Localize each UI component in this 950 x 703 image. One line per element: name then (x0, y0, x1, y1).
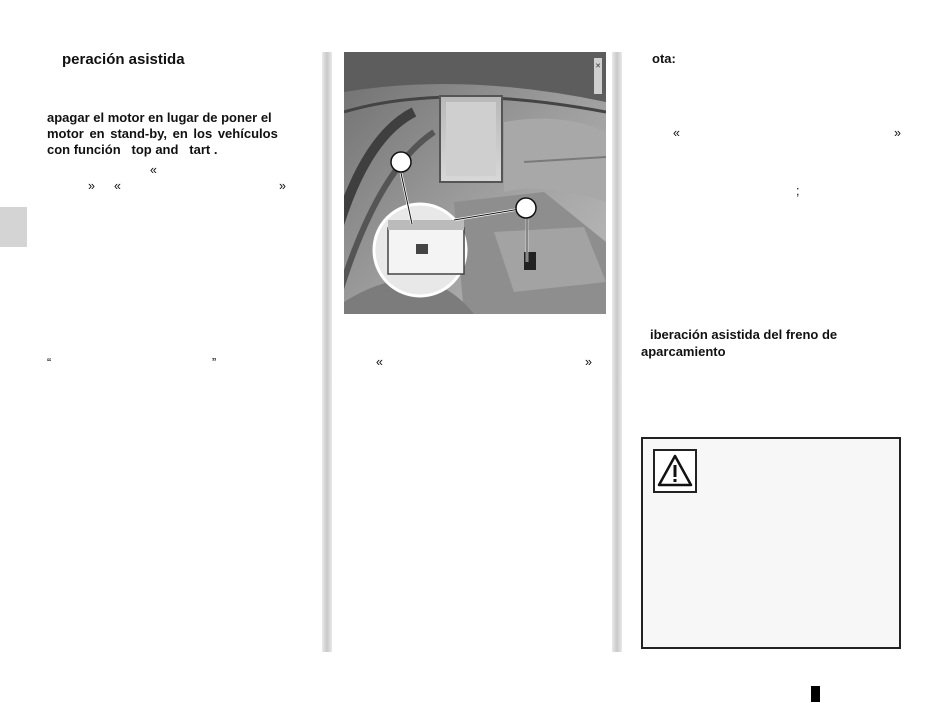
semicolon: ; (796, 184, 800, 198)
section-heading: peración asistida (62, 51, 185, 68)
svg-text:✕: ✕ (595, 62, 601, 70)
warning-box (641, 437, 901, 649)
quote-mark-close: ” (212, 356, 217, 370)
page-marker (811, 686, 820, 702)
callout-marker-2 (516, 198, 536, 218)
guillemet-close: » (894, 126, 901, 140)
callout-marker-1 (391, 152, 411, 172)
guillemet-close: » (585, 355, 592, 369)
subsection-heading: iberación asistida del freno de (650, 327, 838, 342)
warning-triangle-icon (653, 449, 697, 493)
subsection-heading: aparcamiento (641, 344, 726, 359)
guillemet-open: « (150, 163, 157, 177)
paragraph-line: apagar el motor en lugar de poner el (47, 110, 272, 125)
paragraph-line: motor en stand-by, en los vehículos (47, 126, 278, 141)
dashboard-illustration (344, 52, 606, 314)
dashboard-photo (344, 52, 606, 314)
quote-mark-open: “ (47, 356, 52, 370)
guillemet-open: « (376, 355, 383, 369)
note-label: ota: (652, 51, 676, 66)
guillemet-open: « (114, 179, 121, 193)
chapter-tab (0, 207, 27, 247)
guillemet-close: » (279, 179, 286, 193)
column-divider-right (612, 52, 622, 652)
guillemet-open: « (673, 126, 680, 140)
paragraph-line: con función top and tart . (47, 142, 218, 157)
column-divider-left (322, 52, 332, 652)
guillemet-close: » (88, 179, 95, 193)
